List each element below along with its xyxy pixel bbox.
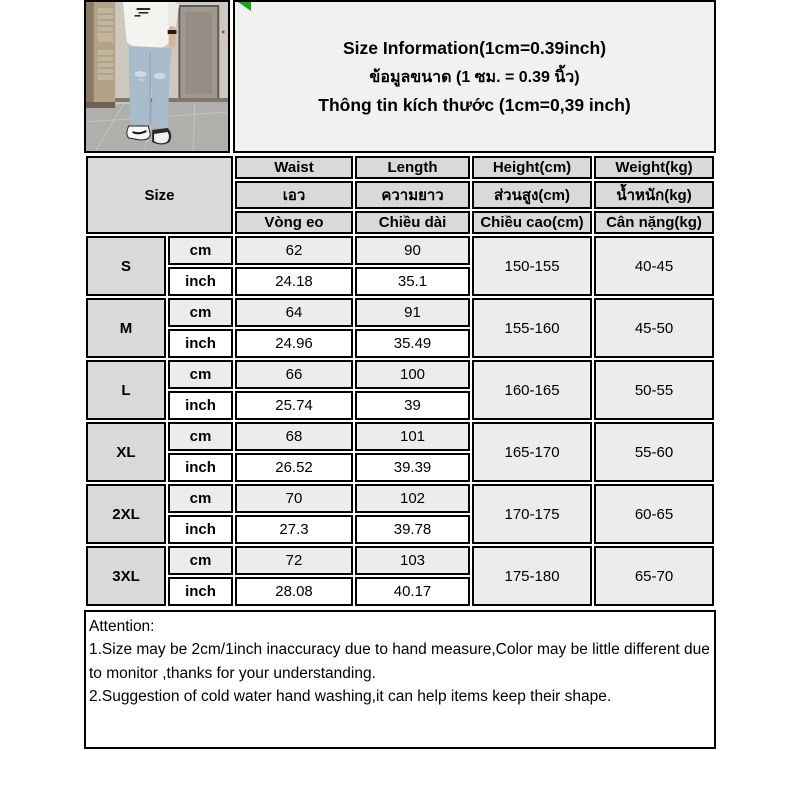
table-row xyxy=(86,360,714,389)
weight-range: 60-65 xyxy=(594,484,714,544)
size-cell-s: S xyxy=(86,236,166,296)
waist-cm-value: 72 xyxy=(235,546,353,575)
table-row xyxy=(86,546,714,575)
height-range: 170-175 xyxy=(472,484,592,544)
title-english: Size Information(1cm=0.39inch) xyxy=(342,38,607,59)
col-header-weight-en: Weight(kg) xyxy=(594,156,714,179)
waist-cm-value: 66 xyxy=(235,360,353,389)
waist-inch-value: 24.18 xyxy=(235,267,353,296)
size-cell-3xl: 3XL xyxy=(86,546,166,606)
attention-heading: Attention: xyxy=(89,618,155,635)
weight-range: 55-60 xyxy=(594,422,714,482)
unit-inch: inch xyxy=(168,577,233,606)
length-cm-value: 91 xyxy=(355,298,470,327)
content-area xyxy=(84,0,716,749)
length-cm-value: 102 xyxy=(355,484,470,513)
col-header-length-th: ความยาว xyxy=(355,181,470,209)
waist-inch-value: 28.08 xyxy=(235,577,353,606)
waist-cm-value: 64 xyxy=(235,298,353,327)
col-header-length-en: Length xyxy=(355,156,470,179)
size-info-title-block xyxy=(233,0,716,153)
table-row xyxy=(86,236,714,265)
waist-inch-value: 26.52 xyxy=(235,453,353,482)
weight-range: 45-50 xyxy=(594,298,714,358)
waist-inch-value: 24.96 xyxy=(235,329,353,358)
size-cell-xl: XL xyxy=(86,422,166,482)
unit-inch: inch xyxy=(168,329,233,358)
table-row xyxy=(86,422,714,451)
size-cell-l: L xyxy=(86,360,166,420)
model-photo-illustration xyxy=(86,2,228,151)
attention-notes xyxy=(84,610,716,749)
weight-range: 65-70 xyxy=(594,546,714,606)
col-header-height-vi: Chiều cao(cm) xyxy=(472,211,592,234)
col-header-height-th: ส่วนสูง(cm) xyxy=(472,181,592,209)
attention-line-1: 1.Size may be 2cm/1inch inaccuracy due to hand measure,Color may be little different due to monitor ,thanks for your understanding. xyxy=(89,641,710,682)
length-inch-value: 39.78 xyxy=(355,515,470,544)
top-section xyxy=(84,0,716,153)
waist-cm-value: 70 xyxy=(235,484,353,513)
waist-inch-value: 25.74 xyxy=(235,391,353,420)
unit-inch: inch xyxy=(168,267,233,296)
col-header-length-vi: Chiều dài xyxy=(355,211,470,234)
col-header-waist-th: เอว xyxy=(235,181,353,209)
weight-range: 40-45 xyxy=(594,236,714,296)
table-row xyxy=(86,298,714,327)
waist-inch-value: 27.3 xyxy=(235,515,353,544)
unit-cm: cm xyxy=(168,484,233,513)
size-cell-m: M xyxy=(86,298,166,358)
unit-inch: inch xyxy=(168,515,233,544)
size-header-cell: Size xyxy=(86,156,233,234)
length-cm-value: 100 xyxy=(355,360,470,389)
col-header-waist-en: Waist xyxy=(235,156,353,179)
length-inch-value: 39 xyxy=(355,391,470,420)
length-inch-value: 35.1 xyxy=(355,267,470,296)
col-header-height-en: Height(cm) xyxy=(472,156,592,179)
unit-inch: inch xyxy=(168,453,233,482)
height-range: 165-170 xyxy=(472,422,592,482)
unit-cm: cm xyxy=(168,298,233,327)
unit-cm: cm xyxy=(168,236,233,265)
col-header-weight-vi: Cân nặng(kg) xyxy=(594,211,714,234)
header-row-english xyxy=(86,156,714,179)
length-cm-value: 103 xyxy=(355,546,470,575)
length-cm-value: 101 xyxy=(355,422,470,451)
unit-cm: cm xyxy=(168,546,233,575)
waist-cm-value: 68 xyxy=(235,422,353,451)
unit-cm: cm xyxy=(168,422,233,451)
product-model-photo xyxy=(84,0,230,153)
height-range: 160-165 xyxy=(472,360,592,420)
attention-line-2: 2.Suggestion of cold water hand washing,it can help items keep their shape. xyxy=(89,687,612,705)
weight-range: 50-55 xyxy=(594,360,714,420)
col-header-weight-th: น้ำหนัก(kg) xyxy=(594,181,714,209)
col-header-waist-vi: Vòng eo xyxy=(235,211,353,234)
height-range: 175-180 xyxy=(472,546,592,606)
waist-cm-value: 62 xyxy=(235,236,353,265)
length-inch-value: 40.17 xyxy=(355,577,470,606)
size-table xyxy=(84,154,716,608)
height-range: 150-155 xyxy=(472,236,592,296)
unit-cm: cm xyxy=(168,360,233,389)
title-thai: ข้อมูลขนาด (1 ซม. = 0.39 นิ้ว) xyxy=(369,68,580,86)
height-range: 155-160 xyxy=(472,298,592,358)
title-vietnamese: Thông tin kích thước (1cm=0,39 inch) xyxy=(318,95,631,116)
length-inch-value: 39.39 xyxy=(355,453,470,482)
unit-inch: inch xyxy=(168,391,233,420)
table-row xyxy=(86,484,714,513)
green-corner-flag-icon xyxy=(238,2,251,11)
length-inch-value: 35.49 xyxy=(355,329,470,358)
size-cell-2xl: 2XL xyxy=(86,484,166,544)
length-cm-value: 90 xyxy=(355,236,470,265)
